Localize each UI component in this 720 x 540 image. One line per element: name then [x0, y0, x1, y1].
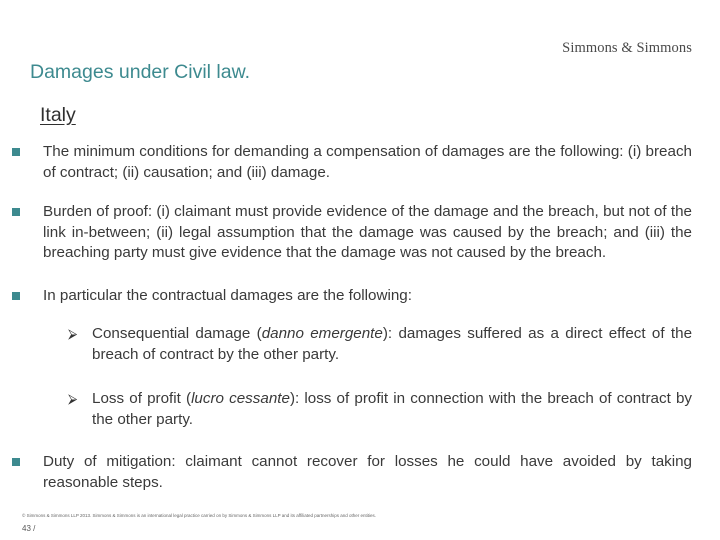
slide-title: Damages under Civil law.: [30, 61, 251, 83]
bullet-item: [10, 142, 692, 183]
arrow-bullet-icon: ⮚: [68, 391, 78, 406]
slide-subtitle: Italy: [40, 104, 76, 126]
square-bullet-icon: [12, 148, 20, 156]
slide-content: [10, 142, 692, 493]
bullet-text: The minimum conditions for demanding a compensation of damages are the following: (i) breach of contract; (ii) causation; and (iii) damage.: [43, 143, 692, 181]
company-logo: Simmons & Simmons: [562, 40, 692, 56]
sub-bullet-text: Loss of profit (lucro cessante): loss of profit in connection with the breach of contract by the other party.: [92, 390, 692, 428]
arrow-bullet-icon: ⮚: [68, 326, 78, 341]
sub-bullet-text: Consequential damage (danno emergente): damages suffered as a direct effect of the breach of contract by the other party.: [92, 325, 693, 363]
square-bullet-icon: [12, 458, 20, 466]
bullet-item: [10, 286, 692, 307]
bullet-item: [10, 452, 692, 493]
sub-bullet-item: [68, 324, 692, 365]
square-bullet-icon: [12, 292, 20, 300]
sub-bullet-item: [68, 389, 692, 430]
bullet-item: [10, 202, 692, 264]
bullet-text: In particular the contractual damages are the following:: [43, 286, 412, 304]
bullet-text: Burden of proof: (i) claimant must provide evidence of the damage and the breach, but not of the link in-between; (ii) legal assumption that the damage was caused by the breach; and (iii) the breaching party must give evidence that the damage was not caused by the breach.: [43, 203, 692, 261]
square-bullet-icon: [12, 208, 20, 216]
copyright-footer: © Simmons & Simmons LLP 2013. Simmons & Simmons is an international legal practice carried on by Simmons & Simmons LLP and its affiliated partnerships and other entities.: [22, 513, 376, 518]
bullet-text: Duty of mitigation: claimant cannot recover for losses he could have avoided by taking reasonable steps.: [43, 453, 692, 491]
page-number: 43 /: [22, 524, 36, 533]
